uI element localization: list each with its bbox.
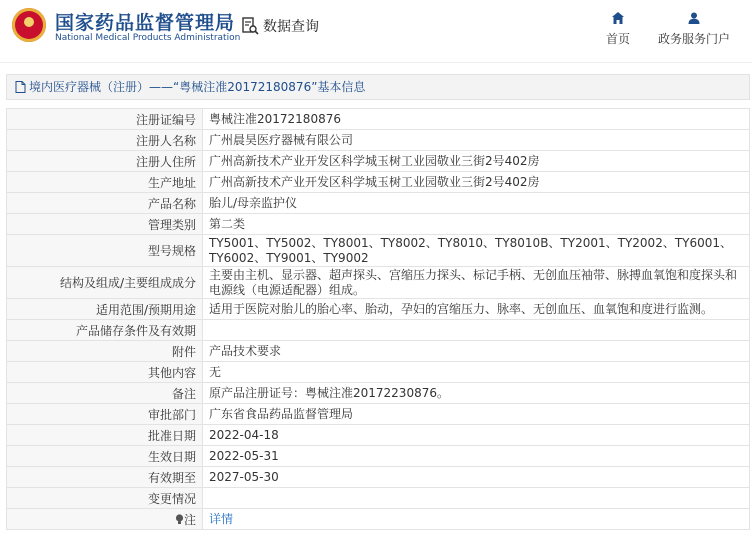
- row-value: 第二类: [203, 214, 750, 235]
- table-row: [7, 488, 750, 509]
- table-row: [7, 214, 750, 235]
- document-icon: [15, 81, 26, 93]
- row-value: [203, 488, 750, 509]
- nav-home-label: 首页: [606, 32, 631, 46]
- table-row: [7, 362, 750, 383]
- row-key: 附件: [7, 341, 203, 362]
- data-query-label: 数据查询: [263, 19, 319, 35]
- details-link[interactable]: 详情: [209, 511, 234, 526]
- lightbulb-icon: [175, 514, 184, 525]
- table-row: [7, 446, 750, 467]
- row-key: 有效期至: [7, 467, 203, 488]
- table-row: [7, 151, 750, 172]
- row-value: 原产品注册证号：粤械注准20172230876。: [203, 383, 750, 404]
- table-row: [7, 467, 750, 488]
- row-key: 管理类别: [7, 214, 203, 235]
- row-key: 产品名称: [7, 193, 203, 214]
- table-row: [7, 383, 750, 404]
- table-row: [7, 172, 750, 193]
- row-value: 广州高新技术产业开发区科学城玉树工业园敬业三街2号402房: [203, 151, 750, 172]
- nav-gov-portal-label: 政务服务门户: [658, 32, 731, 46]
- breadcrumb: [6, 74, 750, 100]
- row-key: 其他内容: [7, 362, 203, 383]
- site-header: [0, 0, 752, 64]
- row-key: 批准日期: [7, 425, 203, 446]
- row-value: 适用于医院对胎儿的胎心率、胎动，孕妇的宫缩压力、脉率、无创血压、血氧饱和度进行监测。: [203, 299, 750, 320]
- row-key: 注册人住所: [7, 151, 203, 172]
- row-value: 粤械注准20172180876: [203, 109, 750, 130]
- row-key: 适用范围/预期用途: [7, 299, 203, 320]
- row-key: 审批部门: [7, 404, 203, 425]
- user-icon: [688, 12, 700, 24]
- row-value: [203, 320, 750, 341]
- row-value: 主要由主机、显示器、超声探头、宫缩压力探头、标记手柄、无创血压袖带、脉搏血氧饱和度探头和电源线（电源适配器）组成。: [203, 267, 750, 299]
- table-row: [7, 130, 750, 151]
- row-value: 广东省食品药品监督管理局: [203, 404, 750, 425]
- row-key: 变更情况: [7, 488, 203, 509]
- header-divider: [0, 62, 752, 63]
- row-key: 注册人名称: [7, 130, 203, 151]
- document-search-icon: [241, 17, 259, 35]
- row-value: 2022-04-18: [203, 425, 750, 446]
- row-key: 结构及组成/主要组成成分: [7, 267, 203, 299]
- row-value: 2022-05-31: [203, 446, 750, 467]
- table-row: [7, 341, 750, 362]
- table-row: [7, 320, 750, 341]
- row-value: 2027-05-30: [203, 467, 750, 488]
- breadcrumb-text: 境内医疗器械（注册）——“粤械注准20172180876”基本信息: [29, 80, 366, 94]
- table-row: [7, 235, 750, 267]
- table-row: [7, 299, 750, 320]
- row-value: 广州晨昊医疗器械有限公司: [203, 130, 750, 151]
- brand-title-en: National Medical Products Administration: [55, 33, 241, 43]
- row-value: 广州高新技术产业开发区科学城玉树工业园敬业三街2号402房: [203, 172, 750, 193]
- row-value: 产品技术要求: [203, 341, 750, 362]
- row-value: 无: [203, 362, 750, 383]
- national-emblem-logo: [12, 8, 46, 42]
- brand-title-cn: 国家药品监督管理局: [55, 12, 236, 34]
- note-key-label: 注: [183, 512, 196, 527]
- row-key: 生效日期: [7, 446, 203, 467]
- nav-home[interactable]: [606, 12, 630, 47]
- row-key: 生产地址: [7, 172, 203, 193]
- table-row: [7, 267, 750, 299]
- row-key: 注册证编号: [7, 109, 203, 130]
- table-row: [7, 425, 750, 446]
- note-key: [7, 509, 203, 530]
- data-query-link[interactable]: [241, 16, 319, 36]
- table-row: [7, 404, 750, 425]
- note-value: [203, 509, 750, 530]
- table-row: [7, 109, 750, 130]
- table-row-note: [7, 509, 750, 530]
- table-row: [7, 193, 750, 214]
- row-key: 备注: [7, 383, 203, 404]
- nav-gov-portal[interactable]: [658, 12, 730, 47]
- row-key: 产品储存条件及有效期: [7, 320, 203, 341]
- row-value: TY5001、TY5002、TY8001、TY8002、TY8010、TY8010B、TY2001、TY2002、TY6001、TY6002、TY9001、TY9002: [203, 235, 750, 267]
- device-info-table: [6, 108, 750, 530]
- home-icon: [612, 12, 624, 24]
- row-key: 型号规格: [7, 235, 203, 267]
- row-value: 胎儿/母亲监护仪: [203, 193, 750, 214]
